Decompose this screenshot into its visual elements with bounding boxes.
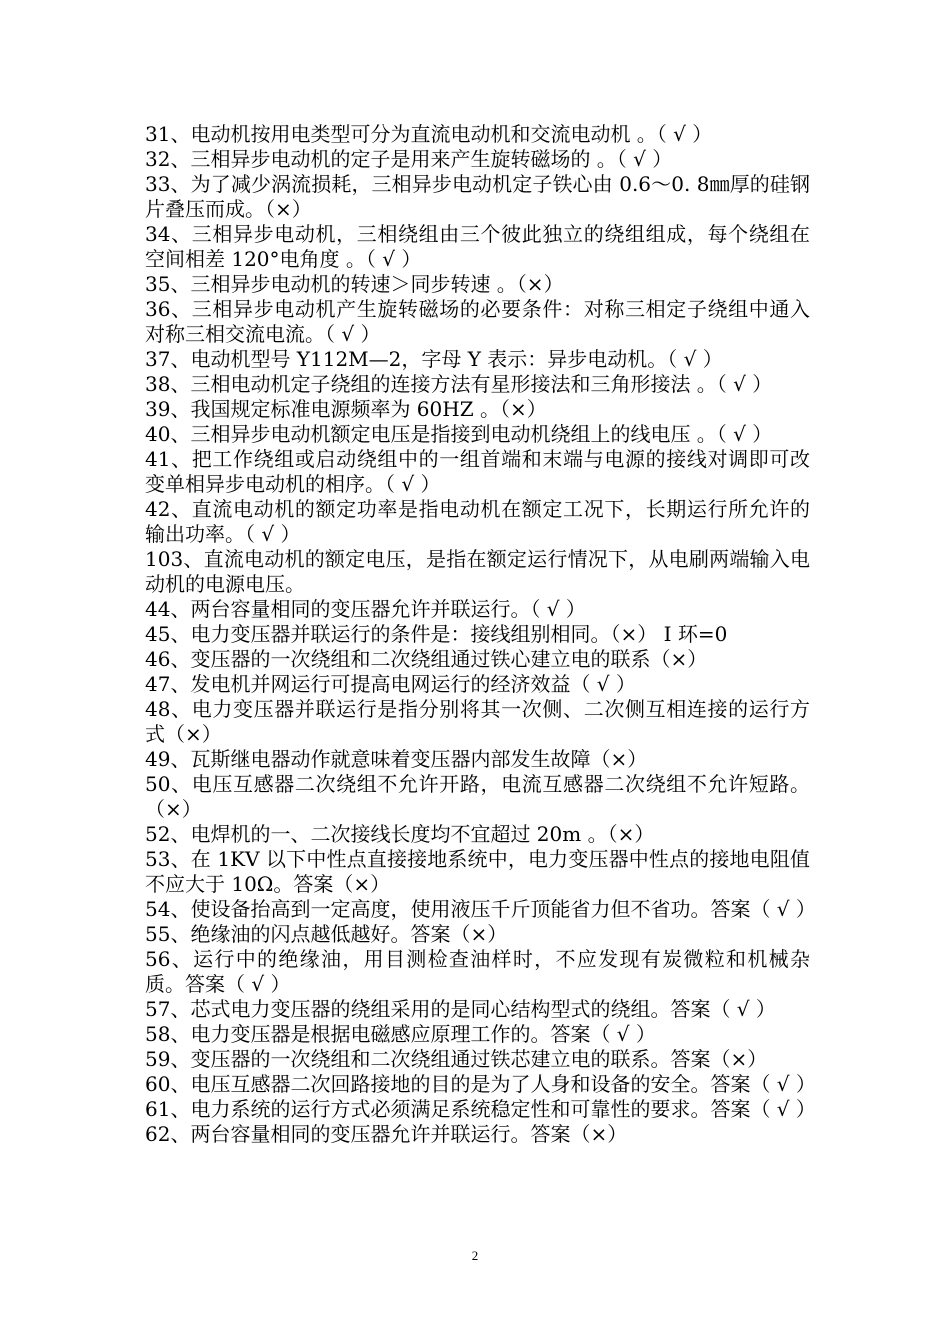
list-item: 50、电压互感器二次绕组不允许开路，电流互感器二次绕组不允许短路。（×） — [145, 772, 810, 821]
list-item: 42、直流电动机的额定功率是指电动机在额定工况下，长期运行所允许的输出功率。（ √ ） — [145, 497, 810, 546]
list-item: 52、电焊机的一、二次接线长度均不宜超过 20m 。（×） — [145, 822, 655, 846]
list-item: 36、三相异步电动机产生旋转磁场的必要条件：对称三相定子绕组中通入对称三相交流电流。（ √ ） — [145, 297, 810, 346]
list-item: 54、使设备抬高到一定高度，使用液压千斤顶能省力但不省功。答案（ √ ） — [145, 897, 816, 921]
list-item: 39、我国规定标准电源频率为 60HZ 。（×） — [145, 397, 547, 421]
list-item: 37、电动机型号 Y112M—2，字母 Y 表示：异步电动机。（ √ ） — [145, 347, 723, 371]
list-item: 32、三相异步电动机的定子是用来产生旋转磁场的 。（ √ ） — [145, 147, 673, 171]
list-item: 57、芯式电力变压器的绕组采用的是同心结构型式的绕组。答案（ √ ） — [145, 997, 776, 1021]
list-item: 31、电动机按用电类型可分为直流电动机和交流电动机 。（ √ ） — [145, 122, 713, 146]
list-item: 60、电压互感器二次回路接地的目的是为了人身和设备的安全。答案（ √ ） — [145, 1072, 816, 1096]
list-item: 53、在 1KV 以下中性点直接接地系统中，电力变压器中性点的接地电阻值不应大于 10Ω。答案（×） — [145, 847, 810, 896]
list-item: 49、瓦斯继电器动作就意味着变压器内部发生故障（×） — [145, 747, 648, 771]
list-item: 47、发电机并网运行可提高电网运行的经济效益（ √ ） — [145, 672, 636, 696]
list-item: 58、电力变压器是根据电磁感应原理工作的。答案（ √ ） — [145, 1022, 656, 1046]
list-item: 44、两台容量相同的变压器允许并联运行。（ √ ） — [145, 597, 586, 621]
page-number: 2 — [471, 1248, 479, 1263]
list-item: 40、三相异步电动机额定电压是指接到电动机绕组上的线电压 。（ √ ） — [145, 422, 773, 446]
list-item: 33、为了减少涡流损耗，三相异步电动机定子铁心由 0.6～0. 8㎜厚的硅钢片叠压而成。（×） — [145, 172, 810, 221]
question-list — [145, 122, 816, 1147]
list-item: 59、变压器的一次绕组和二次绕组通过铁芯建立电的联系。答案（×） — [145, 1047, 768, 1071]
list-item: 103、直流电动机的额定电压，是指在额定运行情况下，从电刷两端输入电动机的电源电压。 — [145, 547, 810, 596]
list-item: 48、电力变压器并联运行是指分别将其一次侧、二次侧互相连接的运行方式（×） — [145, 697, 810, 746]
list-item: 38、三相电动机定子绕组的连接方法有星形接法和三角形接法 。（ √ ） — [145, 372, 773, 396]
list-item: 46、变压器的一次绕组和二次绕组通过铁心建立电的联系（×） — [145, 647, 708, 671]
list-item: 35、三相异步电动机的转速＞同步转速 。（×） — [145, 272, 564, 296]
list-item: 62、两台容量相同的变压器允许并联运行。答案（×） — [145, 1122, 628, 1146]
list-item: 55、绝缘油的闪点越低越好。答案（×） — [145, 922, 508, 946]
list-item: 34、三相异步电动机，三相绕组由三个彼此独立的绕组组成，每个绕组在空间相差 120°电角度 。（ √ ） — [145, 222, 810, 271]
list-item: 56、运行中的绝缘油，用目测检查油样时，不应发现有炭微粒和机械杂质。答案（ √ ） — [145, 947, 810, 996]
list-item: 45、电力变压器并联运行的条件是：接线组别相同。（×） I 环=0 — [145, 622, 728, 646]
list-item: 41、把工作绕组或启动绕组中的一组首端和末端与电源的接线对调即可改变单相异步电动机的相序。（ √ ） — [145, 447, 810, 496]
list-item: 61、电力系统的运行方式必须满足系统稳定性和可靠性的要求。答案（ √ ） — [145, 1097, 816, 1121]
